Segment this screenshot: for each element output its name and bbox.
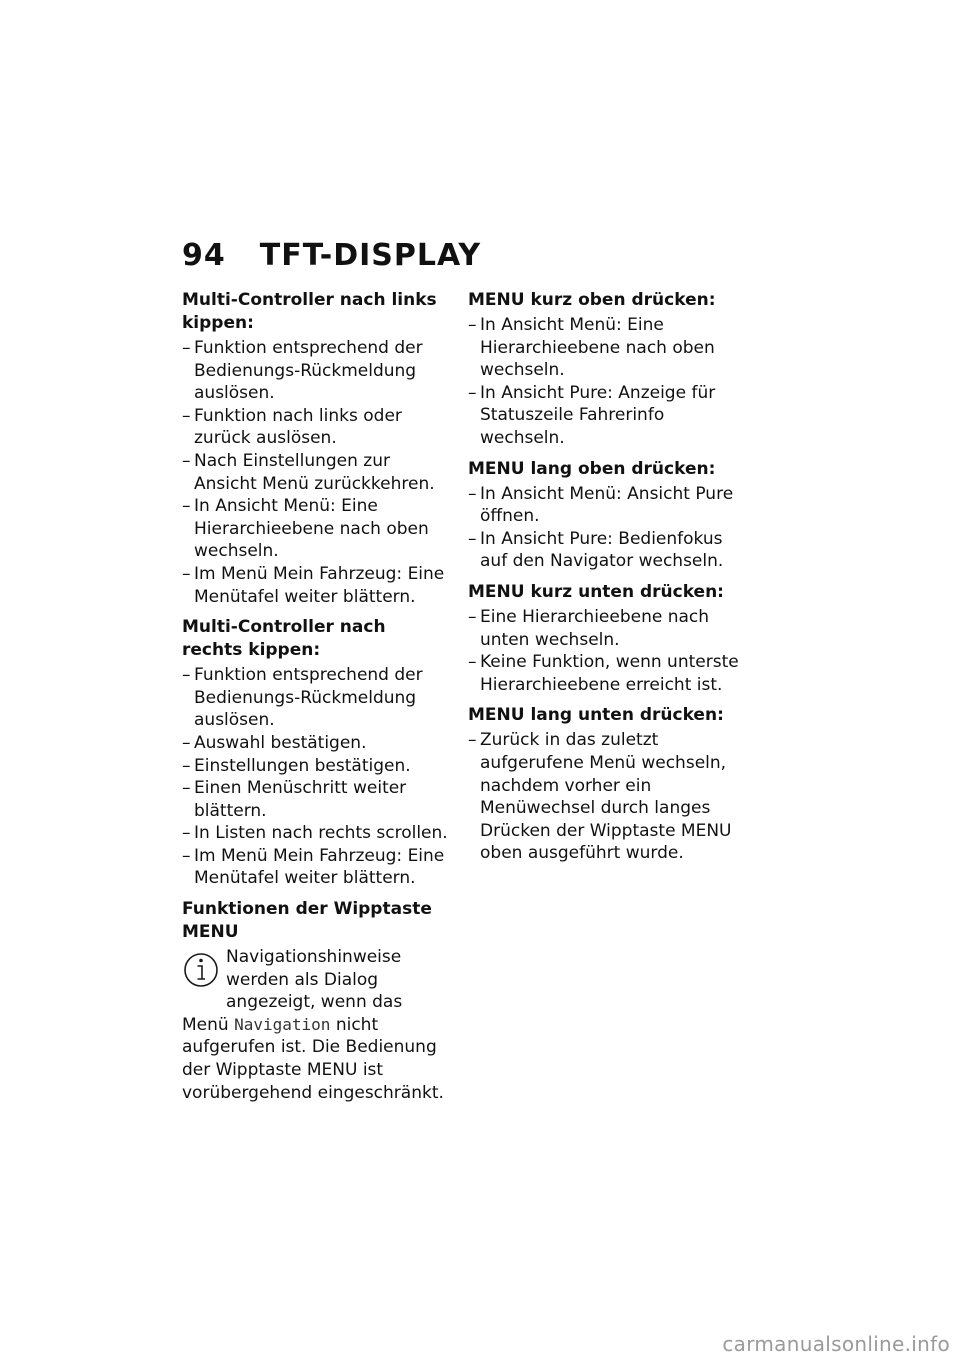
- bullet-list: [468, 314, 740, 450]
- list-item: – Im Menü Mein Fahrzeug: Eine Menütafel weiter blättern.: [182, 563, 450, 608]
- list-item: – Einstellungen bestätigen.: [182, 755, 450, 778]
- right-column: [468, 289, 740, 873]
- section-rechts: [182, 616, 450, 890]
- list-item: – Funktion nach links oder zurück auslösen.: [182, 405, 450, 450]
- bullet-list: [182, 337, 450, 608]
- page-number: 94: [182, 238, 226, 273]
- functions-title: Funktionen der Wipptaste MENU: [182, 899, 432, 943]
- note-text-before: Navigationshinweise werden als Dialog angezeigt, wenn das Menü: [182, 947, 403, 1035]
- list-item: – Eine Hierarchieebene nach unten wechseln.: [468, 606, 740, 651]
- section-kurz-unten: [468, 581, 740, 696]
- list-item: – In Ansicht Menü: Eine Hierarchieebene nach oben wechseln.: [182, 495, 450, 563]
- info-icon: [182, 948, 220, 992]
- list-item: – In Ansicht Menü: Ansicht Pure öffnen.: [468, 483, 740, 528]
- bullet-list: [468, 483, 740, 573]
- section-links: [182, 289, 450, 608]
- list-item: – Im Menü Mein Fahrzeug: Eine Menütafel weiter blättern.: [182, 845, 450, 890]
- section-title: Multi-Controller nach rechts kippen:: [182, 617, 386, 661]
- bullet-list: [182, 664, 450, 890]
- list-item: – Einen Menüschritt weiter blättern.: [182, 777, 450, 822]
- list-item: – Zurück in das zuletzt aufgerufene Menü wechseln, nachdem vorher ein Menüwechsel durch langes Drücken der Wipptaste MENU oben ausgeführt wurde.: [468, 729, 740, 865]
- list-item: – In Ansicht Pure: Anzeige für Statuszeile Fahrerinfo wechseln.: [468, 382, 740, 450]
- chapter-title: TFT-DISPLAY: [259, 238, 482, 273]
- list-item: – Funktion entsprechend der Bedienungs-Rückmeldung auslösen.: [182, 664, 450, 732]
- list-item: – Nach Einstellungen zur Ansicht Menü zurückkehren.: [182, 450, 450, 495]
- left-column: [182, 289, 450, 1104]
- section-kurz-oben: [468, 289, 740, 450]
- page-header: [182, 238, 481, 273]
- note-text-after: nicht aufgerufen ist. Die Bedienung der Wipptaste MENU ist vorübergehend eingeschränkt.: [182, 1014, 444, 1103]
- list-item: – Funktion entsprechend der Bedienungs-Rückmeldung auslösen.: [182, 337, 450, 405]
- section-lang-unten: [468, 704, 740, 865]
- list-item: – Keine Funktion, wenn unterste Hierarchieebene erreicht ist.: [468, 651, 740, 696]
- watermark-link[interactable]: carmanualsonline.info: [722, 1332, 950, 1356]
- section-title: MENU lang unten drücken:: [468, 705, 724, 726]
- section-lang-oben: [468, 458, 740, 573]
- list-item: – In Listen nach rechts scrollen.: [182, 822, 450, 845]
- info-note: [182, 946, 450, 1104]
- list-item: – Auswahl bestätigen.: [182, 732, 450, 755]
- bullet-list: [468, 729, 740, 865]
- section-title: MENU lang oben drücken:: [468, 458, 716, 479]
- section-title: Multi-Controller nach links kippen:: [182, 290, 437, 333]
- note-code: Navigation: [234, 1014, 331, 1034]
- section-title: MENU kurz oben drücken:: [468, 290, 716, 310]
- section-title: MENU kurz unten drücken:: [468, 581, 724, 602]
- list-item: – In Ansicht Menü: Eine Hierarchieebene nach oben wechseln.: [468, 314, 740, 382]
- list-item: – In Ansicht Pure: Bedienfokus auf den Navigator wechseln.: [468, 528, 740, 573]
- bullet-list: [468, 606, 740, 696]
